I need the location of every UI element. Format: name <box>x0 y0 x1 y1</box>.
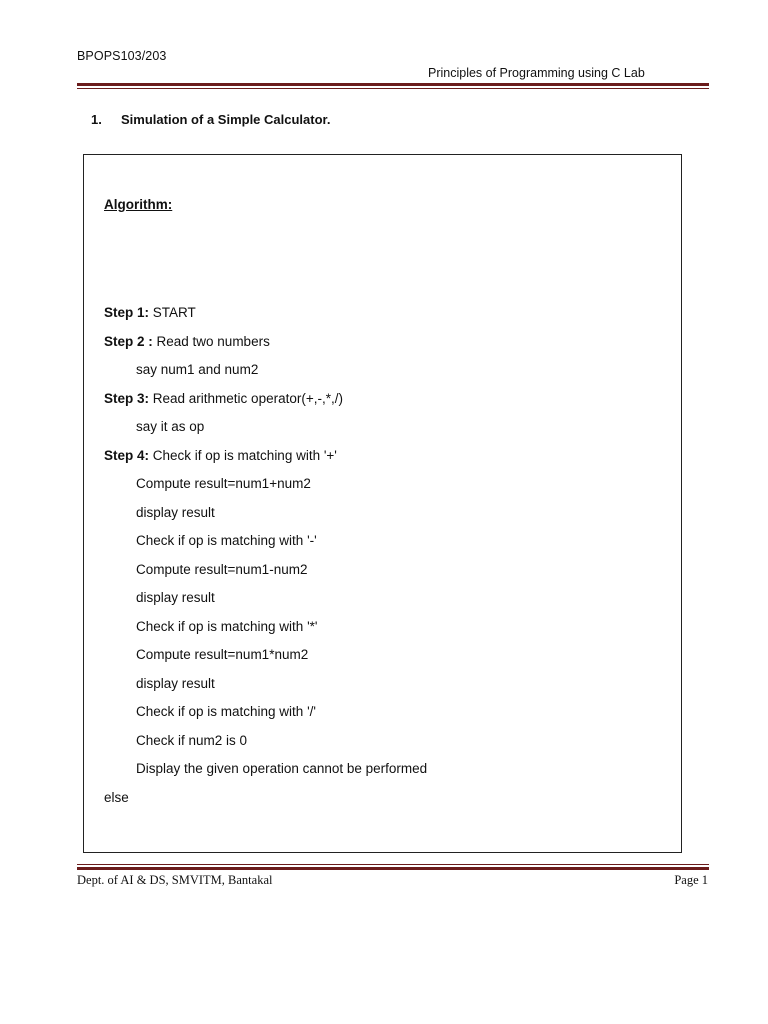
course-title: Principles of Programming using C Lab <box>428 66 645 80</box>
course-code: BPOPS103/203 <box>77 49 167 63</box>
algorithm-line <box>104 305 427 334</box>
algorithm-line <box>104 476 427 505</box>
step-text: Read two numbers <box>152 333 270 349</box>
step-text: Compute result=num1-num2 <box>136 561 308 577</box>
header-rule-thick <box>77 83 709 86</box>
algorithm-box <box>83 154 682 853</box>
algorithm-line <box>104 590 427 619</box>
step-text: Check if op is matching with '/' <box>136 704 316 719</box>
step-text: Display the given operation cannot be performed <box>136 761 428 776</box>
step-text: Compute result=num1*num2 <box>136 647 309 662</box>
section-number: 1. <box>91 112 102 127</box>
algorithm-steps <box>104 305 427 818</box>
algorithm-line <box>104 533 427 562</box>
algorithm-line <box>104 647 427 676</box>
step-text: display result <box>136 675 215 691</box>
algorithm-line <box>104 704 427 733</box>
algorithm-line <box>104 505 427 534</box>
step-text: else <box>104 789 129 805</box>
step-text: display result <box>136 504 215 520</box>
section-title-text: Simulation of a Simple Calculator. <box>121 112 331 127</box>
algorithm-line <box>104 334 427 363</box>
algorithm-line <box>104 761 427 790</box>
step-label: Step 2 : <box>104 333 153 349</box>
section-title <box>91 112 331 127</box>
algorithm-line <box>104 448 427 477</box>
algorithm-line <box>104 733 427 762</box>
step-text: START <box>149 305 196 320</box>
step-text: say num1 and num2 <box>136 362 259 377</box>
algorithm-line <box>104 419 427 448</box>
algorithm-line <box>104 619 427 648</box>
algorithm-line <box>104 676 427 705</box>
step-text: Read arithmetic operator(+,-,*,/) <box>149 390 343 406</box>
step-text: say it as op <box>136 419 205 434</box>
header-rule-thin <box>77 88 709 89</box>
footer-department: Dept. of AI & DS, SMVITM, Bantakal <box>77 873 273 887</box>
step-label: Step 3: <box>104 390 150 406</box>
algorithm-line <box>104 362 427 391</box>
step-text: display result <box>136 590 215 605</box>
step-text: Check if op is matching with '-' <box>136 533 317 548</box>
footer-rule-thick <box>77 867 709 870</box>
algorithm-heading: Algorithm: <box>104 197 173 212</box>
step-label: Step 4: <box>104 447 150 463</box>
footer-page-number: Page 1 <box>674 873 708 887</box>
algorithm-line <box>104 391 427 420</box>
footer-rule-thin <box>77 864 709 865</box>
step-label: Step 1: <box>104 305 150 320</box>
algorithm-line <box>104 562 427 591</box>
step-text: Check if num2 is 0 <box>136 732 248 748</box>
step-text: Check if op is matching with '*' <box>136 618 318 634</box>
step-text: Compute result=num1+num2 <box>136 476 311 491</box>
algorithm-line <box>104 790 427 819</box>
step-text: Check if op is matching with '+' <box>149 447 337 463</box>
